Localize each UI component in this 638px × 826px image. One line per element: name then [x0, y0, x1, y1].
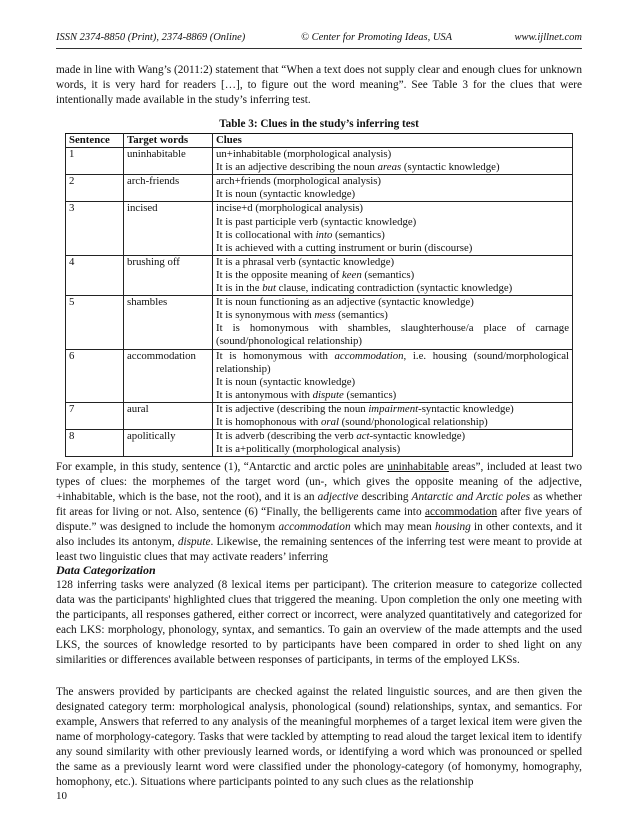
table-row: [66, 349, 573, 402]
clue-line: It is antonymous with dispute (semantics): [216, 388, 397, 401]
clue-line: It is an adjective describing the noun areas (syntactic knowledge): [216, 161, 500, 174]
sentence-number-cell: 3: [66, 202, 124, 255]
clue-line: It is achieved with a cutting instrument or burin (discourse): [216, 241, 473, 254]
clue-line: It is collocational with into (semantics): [216, 228, 385, 241]
sentence-number-cell: 6: [66, 349, 124, 402]
clues-cell: [213, 296, 573, 349]
sentence-number-cell: 2: [66, 175, 124, 202]
table-row: [66, 402, 573, 429]
sentence-number-cell: 5: [66, 296, 124, 349]
table-title: Table 3: Clues in the study’s inferring test: [219, 118, 419, 130]
issn-text: ISSN 2374-8850 (Print), 2374-8869 (Online): [56, 32, 246, 43]
sentence-number-cell: 8: [66, 430, 124, 457]
sentence-number-cell: 4: [66, 255, 124, 295]
clue-line: incise+d (morphological analysis): [216, 202, 364, 215]
target-word-cell: brushing off: [124, 255, 213, 295]
clue-line: un+inhabitable (morphological analysis): [216, 148, 392, 161]
column-header-target-words: Target words: [124, 134, 213, 148]
table-row: [66, 255, 573, 295]
target-word-cell: accommodation: [124, 349, 213, 402]
clues-cell: [213, 148, 573, 175]
target-word-cell: incised: [124, 202, 213, 255]
clue-line: It is the opposite meaning of keen (semantics): [216, 268, 415, 281]
journal-url[interactable]: www.ijllnet.com: [514, 32, 582, 43]
table-body: [66, 148, 573, 457]
column-header-sentence: Sentence: [66, 134, 124, 148]
example-paragraph: For example, in this study, sentence (1), “Antarctic and arctic poles are uninhabitable areas”, included at least two types of clues: the morphemes of the target word (un-, which gives the opposite meaning of the adjective, +inhabitable, which is the base, not the root), and it is an adjective describing Antarctic and Arctic poles as whether fit areas for living or not. Also, sentence (6) “Finally, the belligerents came into accommodation after five years of dispute.” was designed to include the homonym accommodation which may mean housing in other contexts, and it also includes its antonym, dispute. Likewise, the remaining sentences of the inferring test were meant to provide at least two linguistic clues that may activate readers’ inferring: [56, 461, 583, 563]
page-number: 10: [56, 790, 67, 802]
table-row: [66, 175, 573, 202]
clue-line: It is past participle verb (syntactic knowledge): [216, 215, 417, 228]
column-header-clues: Clues: [213, 134, 573, 148]
clue-line: It is a+politically (morphological analysis): [216, 443, 401, 456]
clue-line: It is homophonous with oral (sound/phonological relationship): [216, 415, 488, 428]
clues-cell: [213, 202, 573, 255]
clue-line: It is a phrasal verb (syntactic knowledge): [216, 255, 395, 268]
clues-cell: [213, 349, 573, 402]
target-word-cell: arch-friends: [124, 175, 213, 202]
clue-line: It is noun (syntactic knowledge): [216, 375, 356, 388]
clues-cell: [213, 430, 573, 457]
running-header: [56, 32, 582, 48]
clue-line: It is noun (syntactic knowledge): [216, 188, 356, 201]
table-row: [66, 148, 573, 175]
target-word-cell: apolitically: [124, 430, 213, 457]
clues-cell: [213, 175, 573, 202]
clue-line: arch+friends (morphological analysis): [216, 175, 381, 188]
clue-line: It is noun functioning as an adjective (syntactic knowledge): [216, 296, 474, 309]
clue-line: It is adverb (describing the verb act-syntactic knowledge): [216, 430, 466, 443]
clues-table: [65, 133, 573, 457]
table-row: [66, 430, 573, 457]
clues-cell: [213, 255, 573, 295]
target-word-cell: shambles: [124, 296, 213, 349]
target-word-cell: aural: [124, 402, 213, 429]
answers-paragraph: The answers provided by participants are checked against the related linguistic sources, and are then given the designated category term: morphological analysis, phonological (sound) relationships, syntax, and semantics. For example, Answers that referred to any analysis of the meaningful morphemes of a target lexical item were given the name of morphology-category. Tasks that were tackled by attempting to read aloud the target lexical item to identify any sound similarity with other previously learned words, or identifying a word which was pronounced or spelled the same as a previously learnt word were classified under the phonology-category (of homonymy, homography, homophony, etc.). Situations where participants pointed to any such clues as the relationship: [56, 686, 582, 788]
table-row: [66, 296, 573, 349]
section-heading: Data Categorization: [56, 563, 156, 577]
sentence-number-cell: 1: [66, 148, 124, 175]
table-header-row: [66, 134, 573, 148]
clue-line: It is homonymous with accommodation, i.e. housing (sound/morphological relationship): [216, 349, 569, 375]
publisher-text: © Center for Promoting Ideas, USA: [301, 32, 453, 43]
clue-line: It is synonymous with mess (semantics): [216, 309, 388, 322]
clues-cell: [213, 402, 573, 429]
clue-line: It is homonymous with shambles, slaughterhouse/a place of carnage (sound/phonological relationship): [216, 322, 569, 348]
intro-paragraph: made in line with Wang’s (2011:2) statement that “When a text does not supply clear and enough clues for unknown words, it is very hard for readers […], to figure out the word meaning”. See Table 3 for the clues that were intentionally made available in the study’s inferring test.: [56, 64, 582, 106]
sentence-number-cell: 7: [66, 402, 124, 429]
clue-line: It is in the but clause, indicating contradiction (syntactic knowledge): [216, 282, 513, 295]
clue-line: It is adjective (describing the noun impairment-syntactic knowledge): [216, 402, 514, 415]
header-rule: [56, 48, 582, 49]
categorization-paragraph: 128 inferring tasks were analyzed (8 lexical items per participant). The criterion measure to categorize collected data was the participants' highlighted clues that triggered the meaning. Upon completion the only one meeting with the participants, all responses gathered, either correct or incorrect, were analyzed quantitatively and categorized for each LKS: morphology, phonology, syntax, and semantics. To gain an overview of the made attempts and the used LKS, the sources of knowledge resorted to by participants have been compared in order to shed light on any similarities or differences available between responses of participants, in terms of the employed LKSs.: [56, 579, 582, 666]
table-row: [66, 202, 573, 255]
target-word-cell: uninhabitable: [124, 148, 213, 175]
